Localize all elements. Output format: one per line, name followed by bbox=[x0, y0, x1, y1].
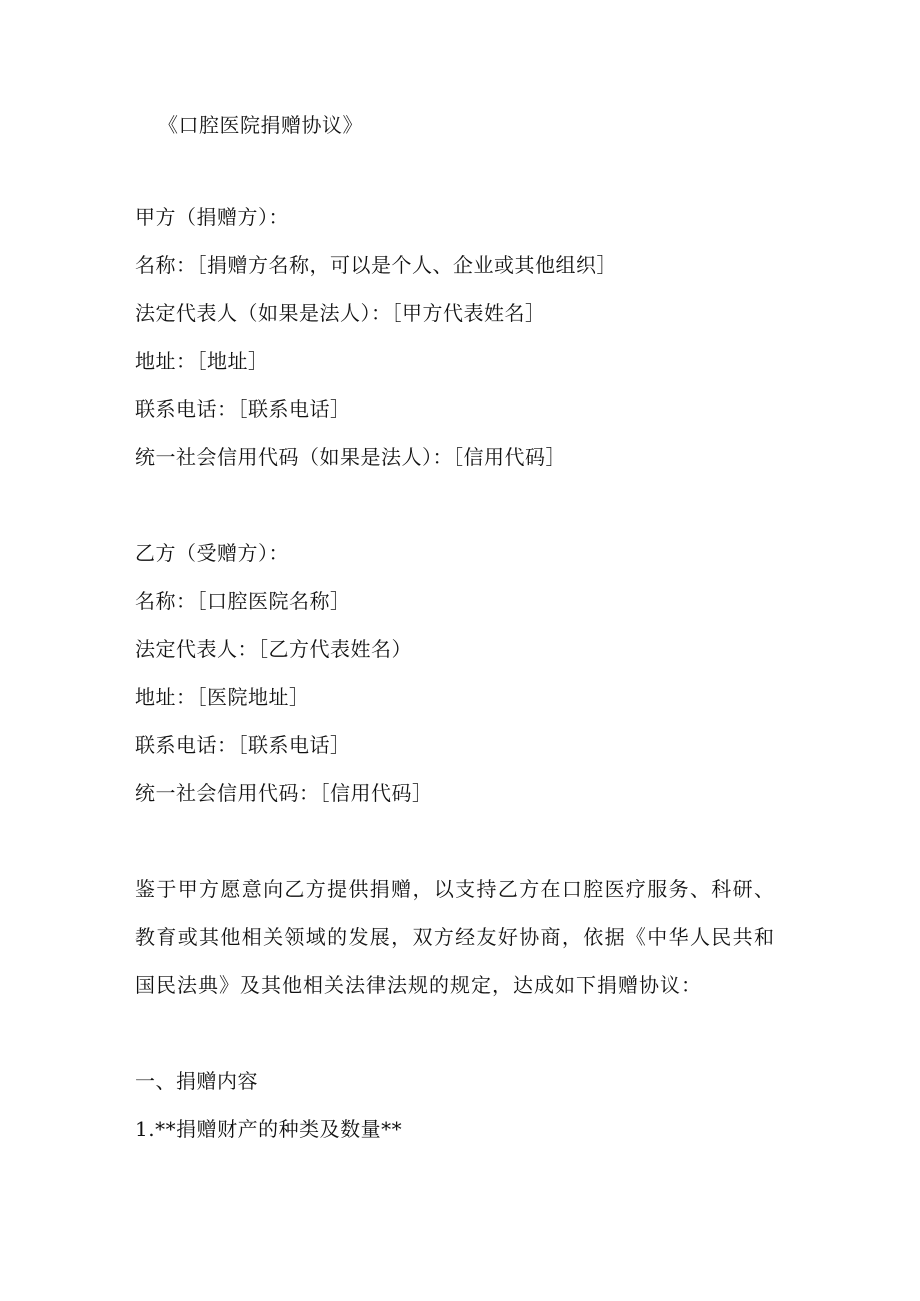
party-a-representative: 法定代表人（如果是法人）：［甲方代表姓名］ bbox=[135, 301, 546, 325]
party-b-representative: 法定代表人：［乙方代表姓名） bbox=[135, 637, 412, 661]
document-title: 《口腔医院捐赠协议》 bbox=[158, 113, 363, 137]
section-1-heading: 一、捐赠内容 bbox=[135, 1069, 258, 1093]
party-b-credit-code: 统一社会信用代码：［信用代码］ bbox=[135, 781, 433, 805]
party-b-heading: 乙方（受赠方）： bbox=[135, 541, 289, 565]
party-a-credit-code: 统一社会信用代码（如果是法人）：［信用代码］ bbox=[135, 445, 566, 469]
party-a-heading: 甲方（捐赠方）： bbox=[135, 205, 289, 229]
preamble-paragraph: 鉴于甲方愿意向乙方提供捐赠，以支持乙方在口腔医疗服务、科研、教育或其他相关领域的发展，双方经友好协商，依据《中华人民共和国民法典》及其他相关法律法规的规定，达成如下捐赠协议： bbox=[135, 877, 775, 997]
section-1-item-1: 1.**捐赠财产的种类及数量** bbox=[135, 1117, 403, 1141]
party-a-phone: 联系电话：［联系电话］ bbox=[135, 397, 351, 421]
party-a-address: 地址：［地址］ bbox=[135, 349, 269, 373]
party-b-phone: 联系电话：［联系电话］ bbox=[135, 733, 351, 757]
party-b-name: 名称：［口腔医院名称］ bbox=[135, 589, 351, 613]
party-b-address: 地址：［医院地址］ bbox=[135, 685, 310, 709]
party-a-name: 名称：［捐赠方名称，可以是个人、企业或其他组织］ bbox=[135, 253, 617, 277]
